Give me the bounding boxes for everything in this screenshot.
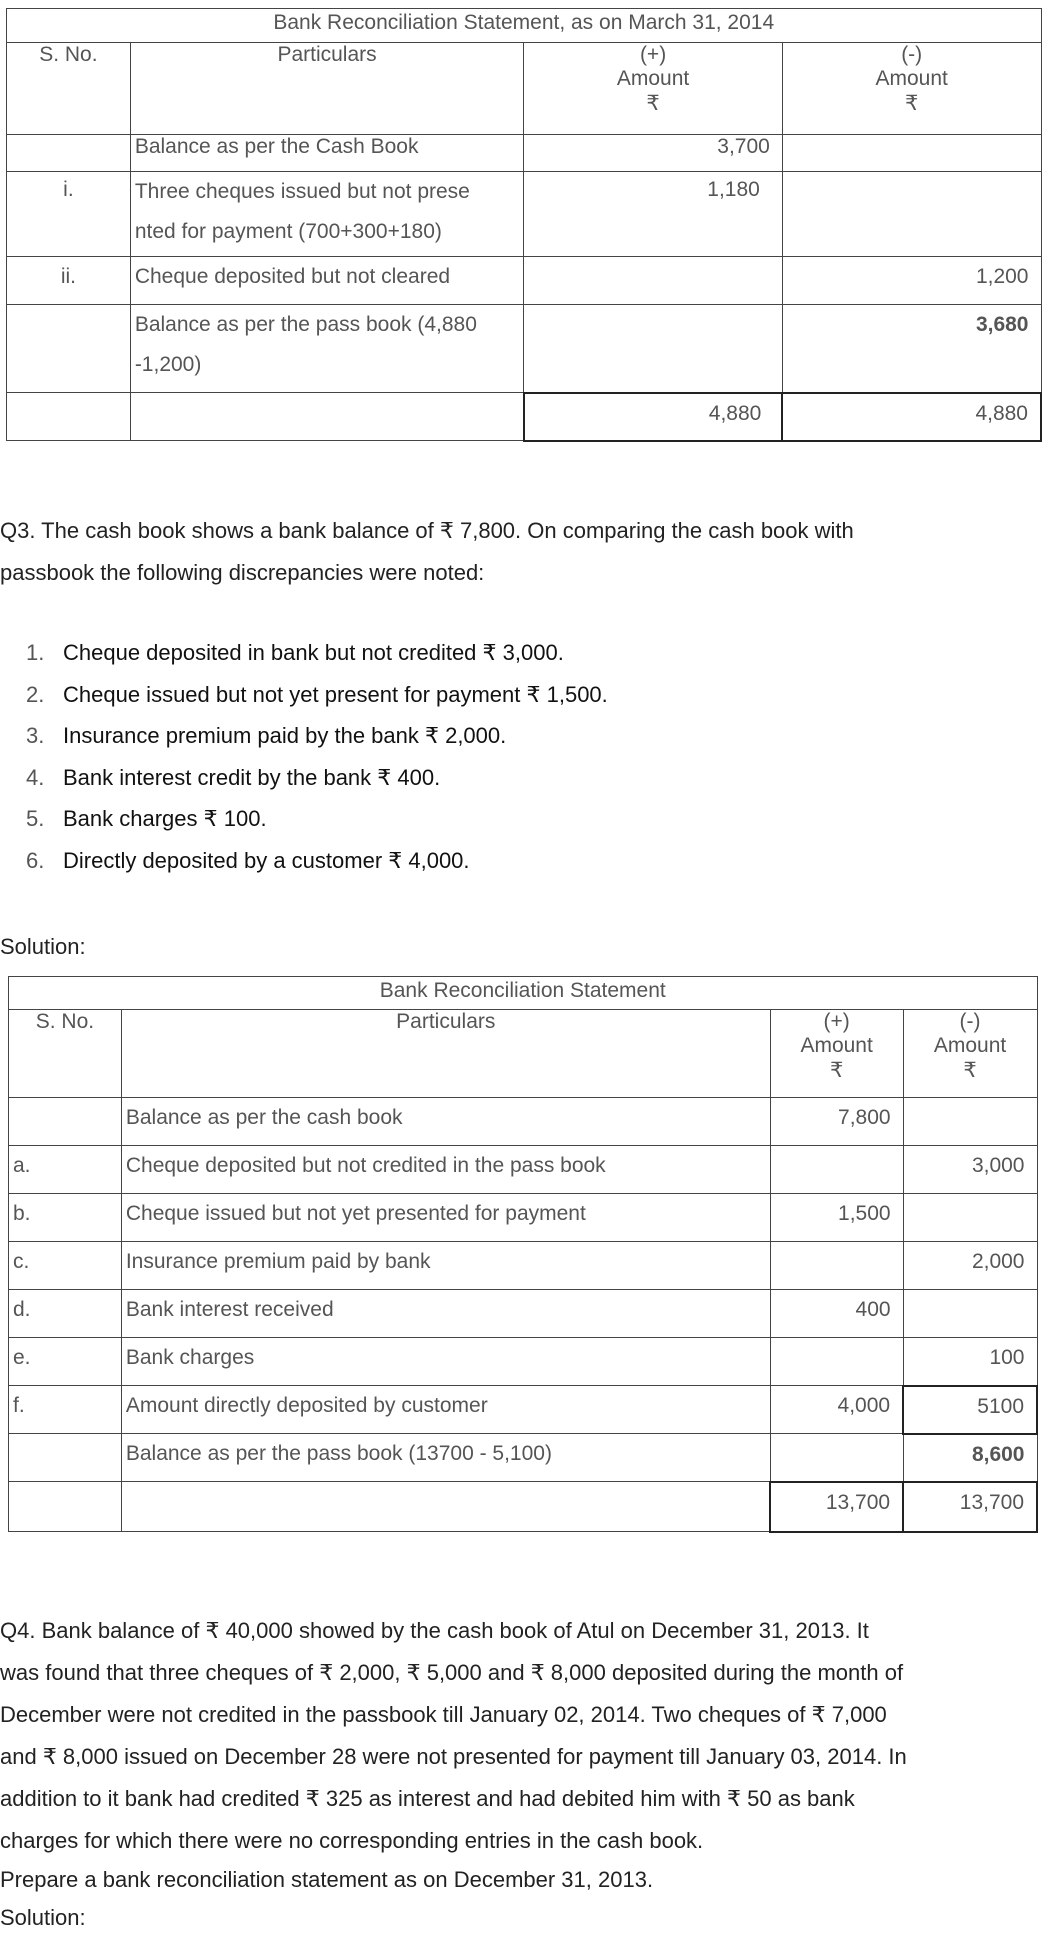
solution-label: Solution: (0, 1905, 86, 1930)
table-row: Balance as per the pass book (13700 - 5,100) 8,600 (9, 1434, 1038, 1482)
table-total-row: 4,880 4,880 (7, 393, 1042, 441)
header-particulars: Particulars (121, 1010, 770, 1098)
question-4-line: December were not credited in the passbook till January 02, 2014. Two cheques of ₹ 7,000 (0, 1702, 887, 1727)
question-3-intro: Q3. The cash book shows a bank balance of ₹ 7,800. On comparing the cash book with (0, 518, 854, 543)
table-row: e. Bank charges 100 (9, 1338, 1038, 1386)
list-item: 2. Cheque issued but not yet present for payment ₹ 1,500. (26, 681, 608, 707)
header-plus-amount: (+) Amount ₹ (524, 43, 783, 135)
question-4-line: addition to it bank had credited ₹ 325 as interest and had debited him with ₹ 50 as bank (0, 1786, 855, 1811)
question-4-line: charges for which there were no corresponding entries in the cash book. (0, 1828, 704, 1853)
header-sno: S. No. (9, 1010, 122, 1098)
list-item: 5. Bank charges ₹ 100. (26, 806, 267, 832)
header-plus-amount: (+) Amount ₹ (770, 1010, 903, 1098)
table-row: f. Amount directly deposited by customer 4,000 5100 (9, 1386, 1038, 1434)
discrepancy-list (26, 632, 608, 882)
table-total-row: 13,700 13,700 (9, 1482, 1038, 1532)
list-item: 1. Cheque deposited in bank but not credited ₹ 3,000. (26, 640, 564, 665)
question-4 (0, 1610, 1050, 1862)
table-title: Bank Reconciliation Statement, as on March 31, 2014 (7, 9, 1042, 43)
reconciliation-table-1 (6, 8, 1042, 442)
question-4-line: was found that three cheques of ₹ 2,000, ₹ 5,000 and ₹ 8,000 deposited during the month of (0, 1660, 904, 1685)
header-particulars: Particulars (130, 43, 523, 135)
table-row: a. Cheque deposited but not credited in the pass book 3,000 (9, 1146, 1038, 1194)
table-row: b. Cheque issued but not yet presented for payment 1,500 (9, 1194, 1038, 1242)
question-4-prepare: Prepare a bank reconciliation statement as on December 31, 2013. (0, 1867, 654, 1892)
list-item: 3. Insurance premium paid by the bank ₹ 2,000. (26, 723, 507, 749)
list-item: 4. Bank interest credit by the bank ₹ 400. (26, 764, 441, 790)
header-sno: S. No. (7, 43, 131, 135)
table-row: Balance as per the Cash Book 3,700 (7, 135, 1042, 172)
question-4-line: and ₹ 8,000 issued on December 28 were not presented for payment till January 03, 2014. In (0, 1744, 907, 1769)
header-minus-amount: (-) Amount ₹ (903, 1010, 1037, 1098)
solution-label: Solution: (0, 934, 86, 959)
table-row: Balance as per the cash book 7,800 (9, 1098, 1038, 1146)
table-row: i. Three cheques issued but not prese nted for payment (700+300+180) 1,180 (7, 172, 1042, 257)
table-title: Bank Reconciliation Statement (9, 977, 1038, 1010)
question-4-line: Q4. Bank balance of ₹ 40,000 showed by the cash book of Atul on December 31, 2013. It (0, 1618, 869, 1643)
list-item: 6. Directly deposited by a customer ₹ 4,000. (26, 847, 470, 873)
table-row: Balance as per the pass book (4,880 -1,200) 3,680 (7, 305, 1042, 393)
question-3-intro-2: passbook the following discrepancies were noted: (0, 560, 485, 585)
table-row: ii. Cheque deposited but not cleared 1,200 (7, 257, 1042, 305)
table-row: c. Insurance premium paid by bank 2,000 (9, 1242, 1038, 1290)
header-minus-amount: (-) Amount ₹ (782, 43, 1041, 135)
question-3 (0, 510, 1050, 594)
table-row: d. Bank interest received 400 (9, 1290, 1038, 1338)
reconciliation-table-2 (8, 976, 1038, 1533)
